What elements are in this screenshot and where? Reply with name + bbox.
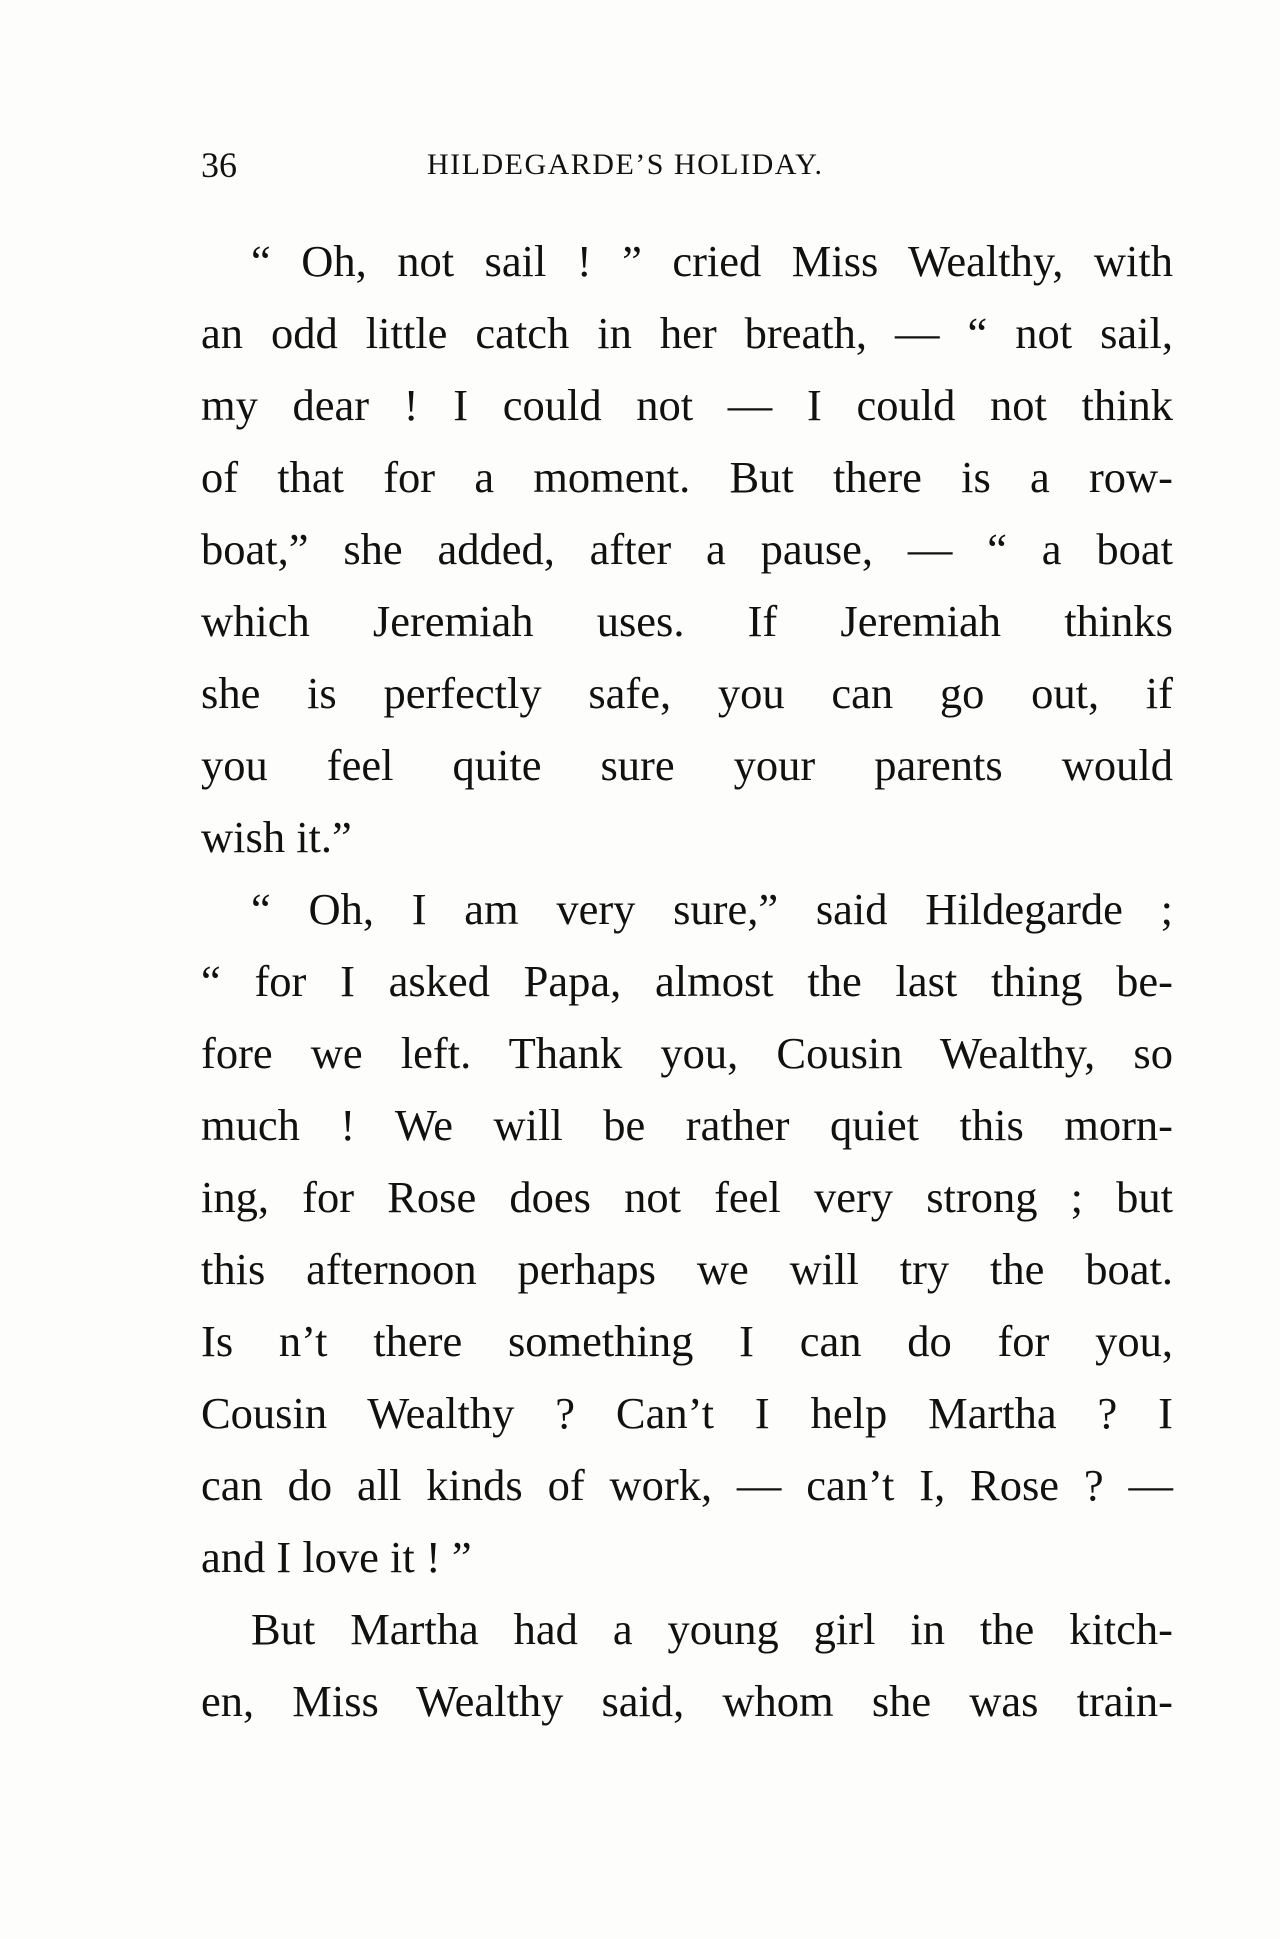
text-line: which Jeremiah uses. If Jeremiah thinks <box>201 596 1173 646</box>
text-line: much ! We will be rather quiet this morn- <box>201 1100 1173 1150</box>
running-title: HILDEGARDE’S HOLIDAY. <box>427 148 824 181</box>
page-header <box>201 140 1171 190</box>
text-line: wish it.” <box>201 812 352 862</box>
text-line: “ for I asked Papa, almost the last thing be- <box>201 956 1173 1006</box>
text-line: Cousin Wealthy ? Can’t I help Martha ? I <box>201 1388 1173 1438</box>
text-line: she is perfectly safe, you can go out, if <box>201 668 1173 718</box>
text-line: my dear ! I could not — I could not think <box>201 380 1173 430</box>
text-line: fore we left. Thank you, Cousin Wealthy, so <box>201 1028 1173 1078</box>
text-line: can do all kinds of work, — can’t I, Rose ? — <box>201 1460 1173 1510</box>
text-line: Is n’t there something I can do for you, <box>201 1316 1173 1366</box>
page-number: 36 <box>201 145 237 185</box>
text-line: and I love it ! ” <box>201 1532 472 1582</box>
text-line: en, Miss Wealthy said, whom she was train- <box>201 1676 1173 1726</box>
text-line: boat,” she added, after a pause, — “ a boat <box>201 524 1173 574</box>
text-line: of that for a moment. But there is a row- <box>201 452 1173 502</box>
body-text <box>201 225 1173 1737</box>
text-line: But Martha had a young girl in the kitch- <box>251 1604 1173 1654</box>
text-line: an odd little catch in her breath, — “ not sail, <box>201 308 1173 358</box>
text-line: this afternoon perhaps we will try the boat. <box>201 1244 1173 1294</box>
text-line: “ Oh, I am very sure,” said Hildegarde ; <box>251 884 1173 934</box>
text-line: “ Oh, not sail ! ” cried Miss Wealthy, with <box>251 236 1173 286</box>
text-line: ing, for Rose does not feel very strong ; but <box>201 1172 1173 1222</box>
text-line: you feel quite sure your parents would <box>201 740 1173 790</box>
